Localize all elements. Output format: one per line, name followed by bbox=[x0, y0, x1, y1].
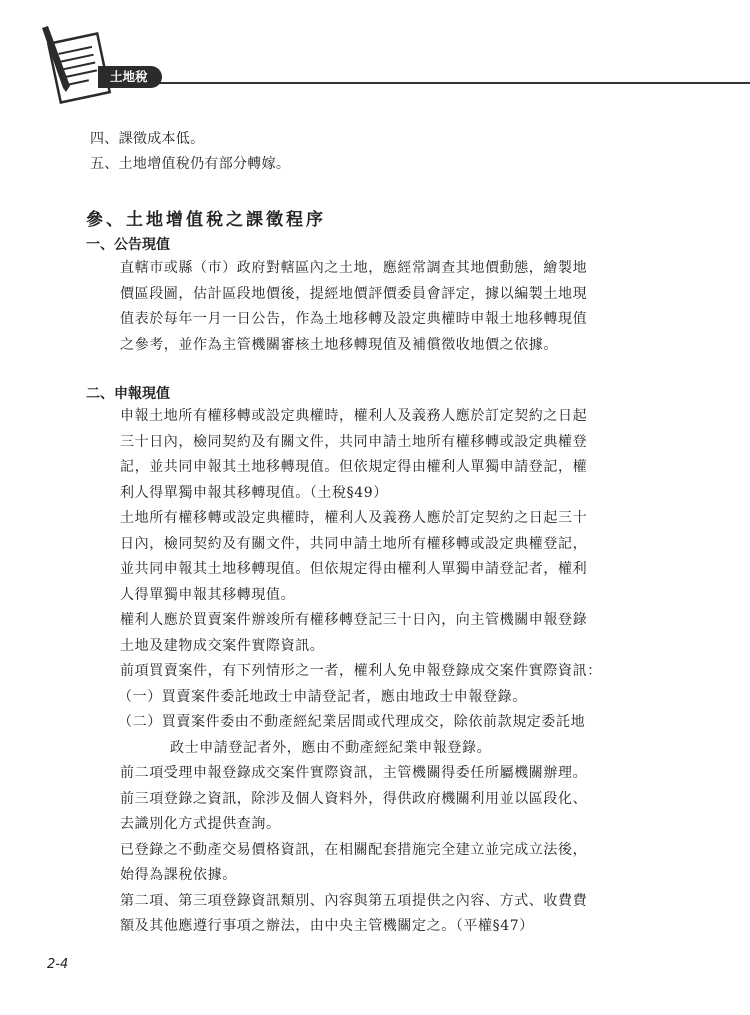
text-line: 已登錄之不動產交易價格資訊，在相關配套措施完全建立並完成立法後， bbox=[120, 841, 588, 858]
text-line: 始得為課稅依據。 bbox=[120, 867, 237, 883]
text-line: 前三項登錄之資訊，除涉及個人資料外，得供政府機關利用並以區段化、 bbox=[120, 790, 588, 807]
subsection-heading-declared-value: 二、申報現值 bbox=[86, 386, 170, 402]
text-line: 直轄市或縣（市）政府對轄區內之土地，應經常調查其地價動態，繪製地 bbox=[120, 260, 588, 276]
text-line: 土地及建物成交案件實際資訊。 bbox=[120, 637, 325, 654]
chapter-header bbox=[0, 0, 750, 110]
text-line: 之參考，並作為主管機關審核土地移轉現值及補償徵收地價之依據。 bbox=[120, 336, 558, 353]
list-item: （二）買賣案件委由不動產經紀業居間或代理成交，除依前款規定委託地 bbox=[118, 714, 586, 730]
text-line: 前項買賣案件，有下列情形之一者，權利人免申報登錄成交案件實際資訊： bbox=[120, 663, 602, 679]
text-line: 並共同申報其土地移轉現值。但依規定得由權利人單獨申請登記者，權利 bbox=[120, 561, 588, 577]
paragraph-declared-value bbox=[120, 404, 660, 940]
text-line: 政士申請登記者外，應由不動產經紀業申報登錄。 bbox=[170, 739, 492, 756]
text-line: 值表於每年一月一日公告，作為土地移轉及設定典權時申報土地移轉現值 bbox=[120, 311, 588, 327]
text-line: 申報土地所有權移轉或設定典權時，權利人及義務人應於訂定契約之日起 bbox=[120, 408, 588, 424]
text-line: 前二項受理申報登錄成交案件實際資訊，主管機關得委任所屬機關辦理。 bbox=[120, 765, 588, 781]
section-title: 參、土地增值稅之課徵程序 bbox=[86, 210, 326, 230]
text-line: 第二項、第三項登錄資訊類別、內容與第五項提供之內容、方式、收費費 bbox=[120, 892, 588, 909]
chapter-tab: 土地稅 bbox=[98, 66, 162, 88]
text-line: 權利人應於買賣案件辦竣所有權移轉登記三十日內，向主管機關申報登錄 bbox=[120, 612, 588, 628]
header-rule bbox=[100, 82, 750, 84]
text-line: 土地所有權移轉或設定典權時，權利人及義務人應於訂定契約之日起三十 bbox=[120, 510, 588, 526]
text-line: 三十日內，檢同契約及有關文件，共同申請土地所有權移轉或設定典權登 bbox=[120, 433, 588, 450]
page-number: 2-4 bbox=[47, 957, 69, 972]
list-item: （一）買賣案件委託地政士申請登記者，應由地政士申報登錄。 bbox=[118, 688, 527, 705]
subsection-heading-announced-value: 一、公告現值 bbox=[86, 237, 170, 253]
list-item: 五、土地增值稅仍有部分轉嫁。 bbox=[90, 156, 291, 172]
text-line: 額及其他應遵行事項之辦法，由中央主管機關定之。（平權§47） bbox=[120, 918, 534, 934]
text-line: 日內，檢同契約及有關文件，共同申請土地所有權移轉或設定典權登記， bbox=[120, 535, 588, 552]
text-line: 去識別化方式提供查詢。 bbox=[120, 816, 281, 832]
text-line: 利人得單獨申報其移轉現值。（土稅§49） bbox=[120, 484, 388, 501]
text-line: 人得單獨申報其移轉現值。 bbox=[120, 586, 296, 603]
list-item: 四、課徵成本低。 bbox=[90, 131, 205, 147]
text-line: 記，並共同申報其土地移轉現值。但依規定得由權利人單獨申請登記，權 bbox=[120, 459, 588, 475]
text-line: 價區段圖，估計區段地價後，提經地價評價委員會評定，據以編製土地現 bbox=[120, 285, 588, 302]
paragraph-announced-value bbox=[120, 256, 660, 358]
